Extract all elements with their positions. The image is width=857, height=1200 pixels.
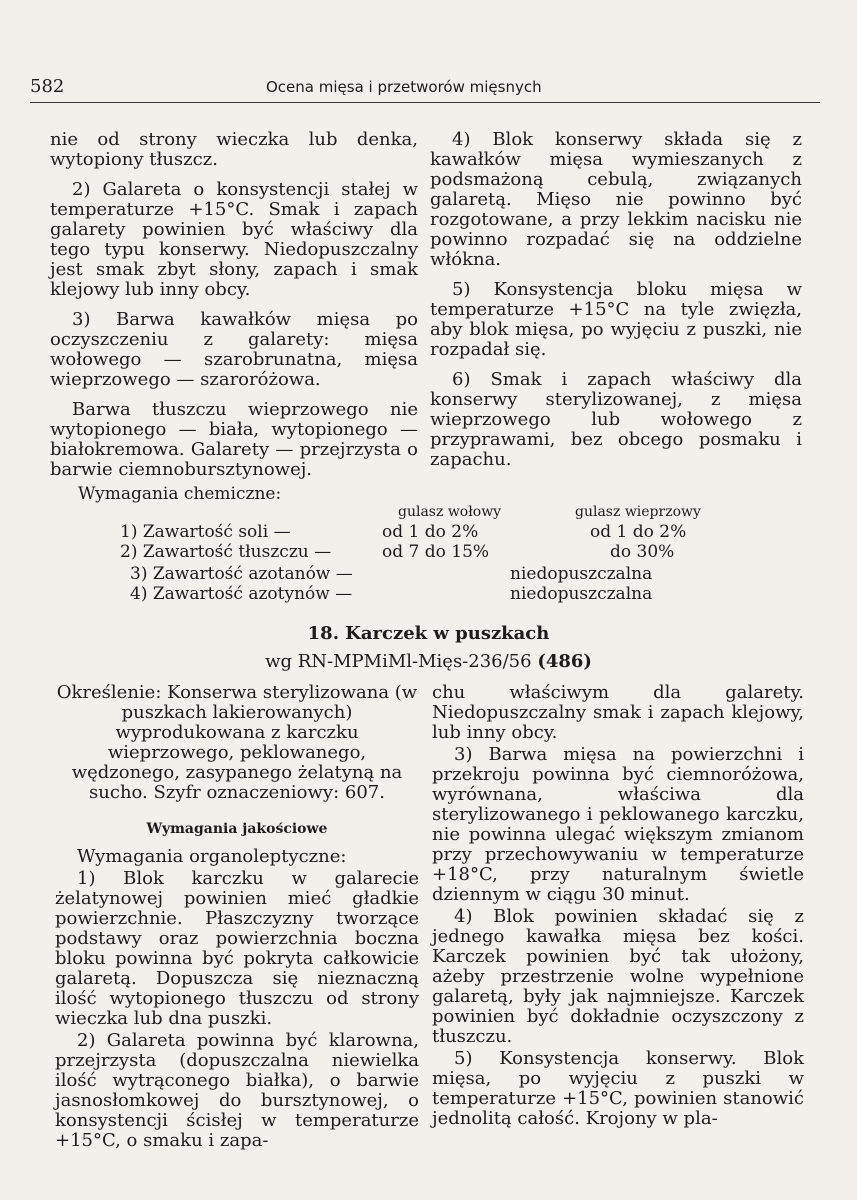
- paragraph: 4) Blok powinien składać się z jednego kawałka mięsa bez kości. Karczek powinien być tak ułożony, ażeby przestrzenie wolne wypełnione galaretą, były jak najmniejsze. Karczek powinien być dokładnie oczyszczony z tłuszczu.: [432, 906, 804, 1047]
- beef-column-heading: gulasz wołowy: [398, 504, 502, 520]
- row-label: 4) Zawartość azotynów —: [130, 584, 353, 604]
- running-title: Ocena mięsa i przetworów mięsnych: [266, 78, 542, 96]
- paragraph: 2) Galareta o konsystencji stałej w temperaturze +15°C. Smak i zapach galarety powinien być właściwy dla tego typu konserwy. Niedopuszczalny jest smak zbyt słony, zapach i smak klejowy lub inny obcy.: [50, 179, 418, 300]
- paragraph: 5) Konsystencja bloku mięsa w temperaturze +15°C na tyle zwięzła, aby blok mięsa, po wyjęciu z puszki, nie rozpadał się.: [430, 279, 802, 360]
- organoleptic-heading: Wymagania organoleptyczne:: [77, 846, 347, 867]
- quality-heading: Wymagania jakościowe: [146, 821, 328, 837]
- both-value: niedopuszczalna: [510, 564, 653, 584]
- row-label: 1) Zawartość soli —: [120, 522, 291, 542]
- pork-value: do 30%: [610, 542, 675, 562]
- paragraph: 6) Smak i zapach właściwy dla konserwy sterylizowanej, z mięsa wieprzowego lub wołowego z przyprawami, bez obcego posmaku i zapachu.: [430, 369, 802, 470]
- paragraph: 5) Konsystencja konserwy. Blok mięsa, po wyjęciu z puszki w temperaturze +15°C, powinien stanowić jednolitą całość. Krojony w pla-: [432, 1048, 804, 1129]
- paragraph: 2) Galareta powinna być klarowna, przejrzysta (dopuszczalna niewielka ilość wytrąconego białka), o barwie jasnosłomkowej do bursztynowej, o konsystencji ścisłej w temperaturze +15°C, o smaku i zapa-: [55, 1030, 419, 1151]
- left-column-bottom: [55, 683, 419, 1161]
- row-label: 2) Zawartość tłuszczu —: [120, 542, 332, 562]
- paragraph: 3) Barwa mięsa na powierzchni i przekroju powinna być ciemnoróżowa, wyrównana, właściwa dla sterylizowanego i peklowanego karczku, nie powinna ulegać większym zmianom przy przechowywaniu w temperaturze +18°C, przy naturalnym świetle dziennym w ciągu 30 minut.: [432, 744, 804, 905]
- beef-value: od 7 do 15%: [382, 542, 490, 562]
- page-number: 582: [30, 76, 65, 97]
- right-column-bottom: [432, 683, 804, 1139]
- paragraph: 3) Barwa kawałków mięsa po oczyszczeniu z galarety: mięsa wołowego — szarobrunatna, mięsa wieprzowego — szaroróżowa.: [50, 309, 418, 390]
- page-header: [30, 76, 820, 103]
- reference-number: (486): [537, 651, 592, 672]
- row-label: 3) Zawartość azotanów —: [130, 564, 353, 584]
- standard-code: wg RN-MPMiMl-Mięs-236/56: [265, 651, 532, 672]
- right-column-top: [430, 130, 802, 480]
- paragraph: chu właściwym dla galarety. Niedopuszczalny smak i zapach klejowy, lub inny obcy.: [432, 682, 804, 743]
- chemical-title: Wymagania chemiczne:: [78, 484, 282, 504]
- both-value: niedopuszczalna: [510, 584, 653, 604]
- definition-paragraph: Określenie: Konserwa sterylizowana (w puszkach lakierowanych) wyprodukowana z karczku wieprzowego, peklowanego, wędzonego, zasypanego żelatyną na sucho. Szyfr oznaczeniowy: 607.: [56, 682, 418, 803]
- left-column-top: [50, 130, 418, 490]
- pork-value: od 1 do 2%: [590, 522, 687, 542]
- beef-value: od 1 do 2%: [382, 522, 479, 542]
- paragraph: Barwa tłuszczu wieprzowego nie wytopionego — biała, wytopionego — białokremowa. Galarety — przejrzysta o barwie ciemnobursztynowej.: [50, 399, 418, 480]
- section-title: 18. Karczek w puszkach: [307, 623, 550, 644]
- section-standard: [0, 651, 857, 672]
- pork-column-heading: gulasz wieprzowy: [575, 504, 701, 520]
- paragraph: 4) Blok konserwy składa się z kawałków mięsa wymieszanych z podsmażoną cebulą, związanych galaretą. Mięso nie powinno być rozgotowane, a przy lekkim nacisku nie powinno rozpadać się na oddzielne włókna.: [430, 129, 802, 270]
- paragraph: 1) Blok karczku w galarecie żelatynowej powinien mieć gładkie powierzchnie. Płaszczyzny tworzące podstawy oraz powierzchnia boczna bloku powinna być pokryta całkowicie galaretą. Dopuszcza się nieznaczną ilość wytopionego tłuszczu od strony wieczka lub dna puszki.: [55, 868, 419, 1029]
- paragraph: nie od strony wieczka lub denka, wytopiony tłuszcz.: [50, 129, 418, 170]
